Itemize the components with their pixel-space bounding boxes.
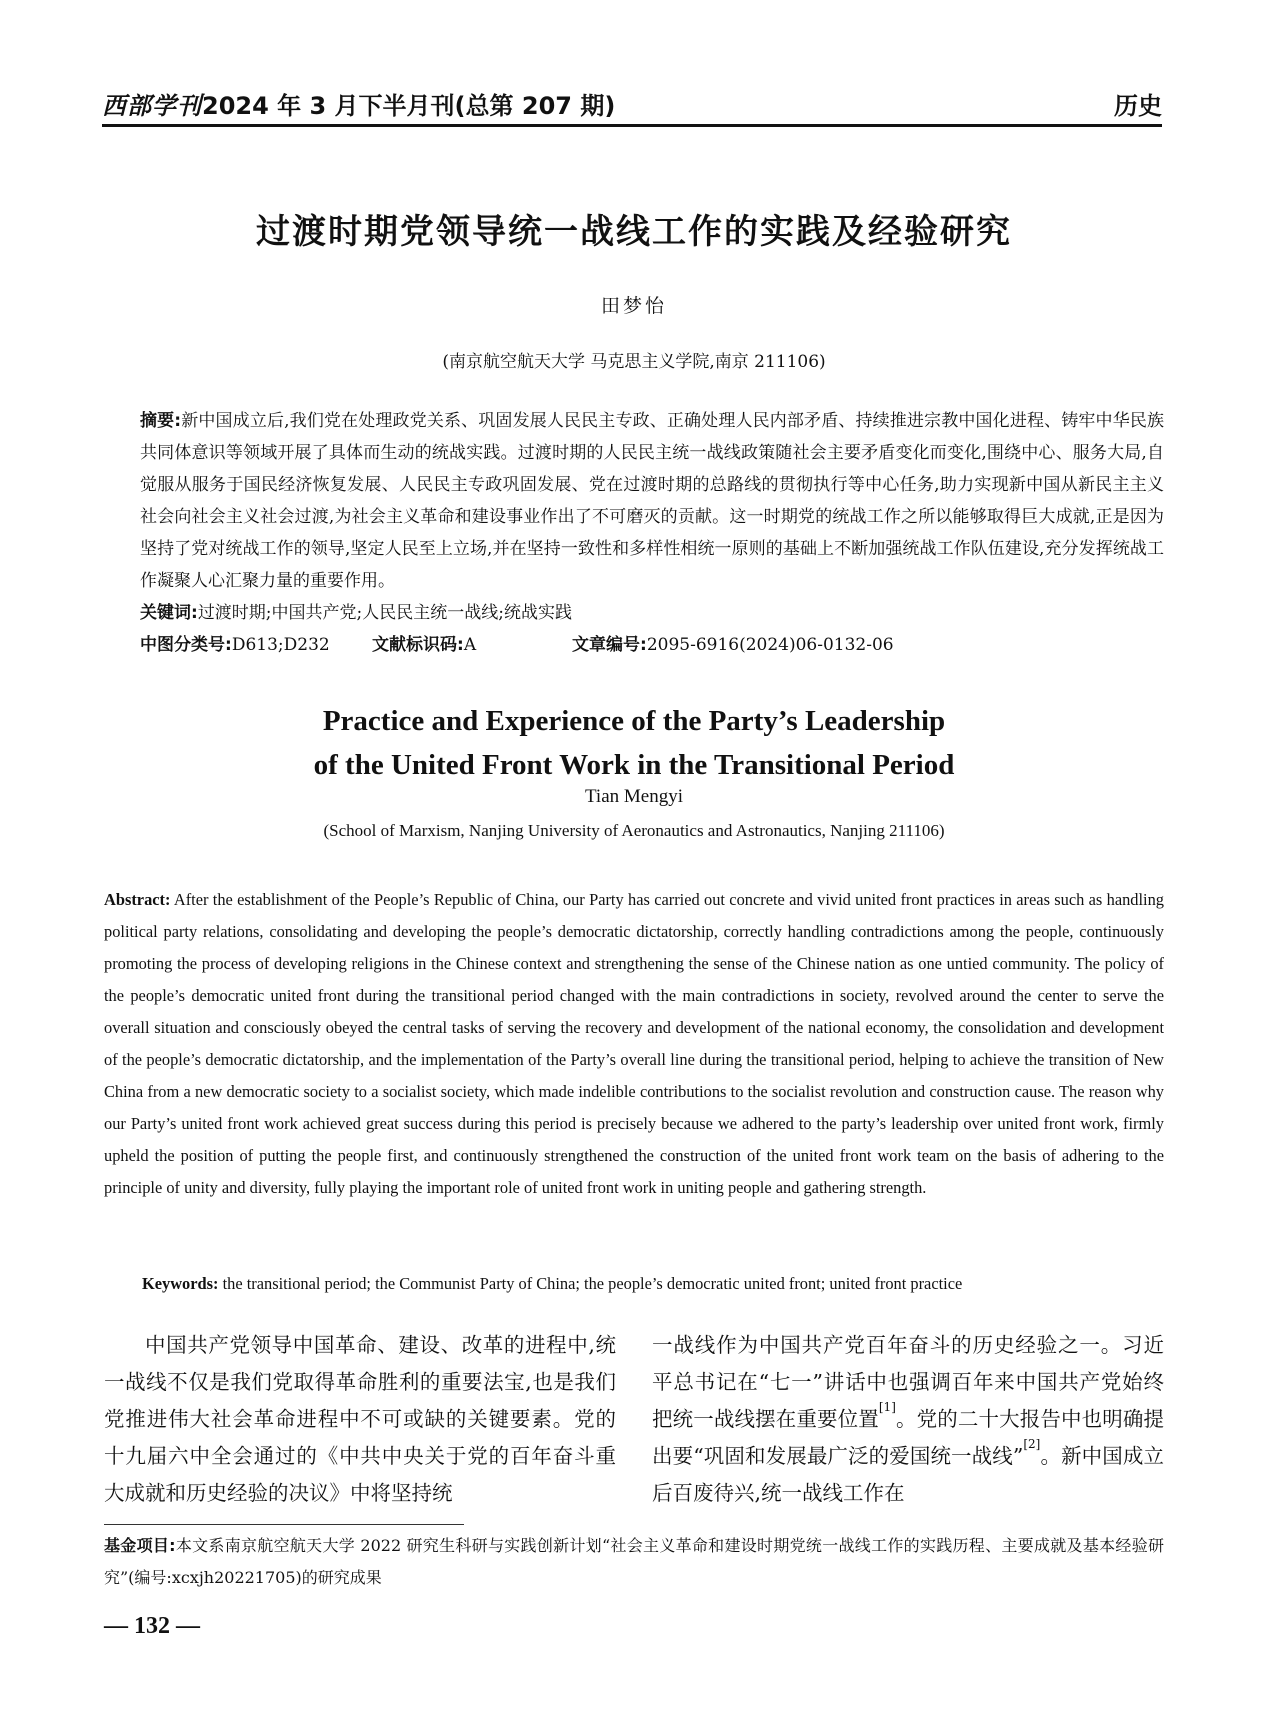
section-label: 历史 <box>1114 92 1162 120</box>
author-zh: 田梦怡 <box>600 295 667 317</box>
abstract-en <box>104 884 1164 1204</box>
footnote-text: 本文系南京航空航天大学 2022 研究生科研与实践创新计划“社会主义革命和建设时期党统一战线工作的实践历程、主要成就及基本经验研究”(编号:xcxjh20221705)的研究成果 <box>104 1536 1164 1587</box>
doc-value: A <box>463 635 477 655</box>
classification-row <box>140 629 1164 661</box>
abstract-zh-label: 摘要: <box>140 411 182 431</box>
citation-ref-1[interactable]: [1] <box>878 1400 896 1414</box>
citation-ref-2[interactable]: [2] <box>1023 1437 1041 1451</box>
article-title-en <box>0 699 1268 787</box>
author-en: Tian Mengyi <box>584 786 683 807</box>
abstract-en-label: Abstract: <box>104 890 171 909</box>
keywords-en-label: Keywords: <box>142 1274 219 1293</box>
body-right-a: 一战线作为中国共产党百年奋斗的历史经验之一。习近平总书记在“七一”讲话中也强调百年来中国共产党始终把统一战线摆在重要位置 <box>652 1333 1164 1431</box>
body-column-right <box>652 1327 1164 1512</box>
article-code <box>572 629 894 661</box>
journal-logo: 西部学刊 <box>102 91 202 120</box>
clc-code <box>140 629 330 661</box>
article-value: 2095-6916(2024)06-0132-06 <box>646 635 894 655</box>
footnote-rule <box>104 1524 464 1525</box>
journal-issue <box>102 86 615 121</box>
title-en-line1: Practice and Experience of the Party’s Leadership <box>322 705 946 737</box>
doc-label: 文献标识码: <box>372 635 464 655</box>
body-column-left <box>104 1327 616 1512</box>
doc-code <box>372 629 476 661</box>
keywords-zh-label: 关键词: <box>140 603 198 623</box>
article-title-zh: 过渡时期党领导统一战线工作的实践及经验研究 <box>256 212 1012 252</box>
header-rule <box>102 124 1162 127</box>
keywords-zh <box>140 597 1164 629</box>
article-label: 文章编号: <box>572 635 647 655</box>
body-right-c: 。新中国成立后百废待兴,统一战线工作在 <box>652 1444 1164 1505</box>
footnote-label: 基金项目: <box>104 1536 176 1555</box>
keywords-en-text: the transitional period; the Communist Party of China; the people’s democratic united front; united front practice <box>222 1274 963 1293</box>
issue-label: 2024 年 3 月下半月刊(总第 207 期) <box>202 92 616 120</box>
abstract-zh-text: 新中国成立后,我们党在处理政党关系、巩固发展人民民主专政、正确处理人民内部矛盾、持续推进宗教中国化进程、铸牢中华民族共同体意识等领域开展了具体而生动的统战实践。过渡时期的人民民主统一战线政策随社会主要矛盾变化而变化,围绕中心、服务大局,自觉服从服务于国民经济恢复发展、人民民主专政巩固发展、党在过渡时期的总路线的贯彻执行等中心任务,助力实现新中国从新民主主义社会向社会主义社会过渡,为社会主义革命和建设事业作出了不可磨灭的贡献。这一时期党的统战工作之所以能够取得巨大成就,正是因为坚持了党对统战工作的领导,坚定人民至上立场,并在坚持一致性和多样性相统一原则的基础上不断加强统战工作队伍建设,充分发挥统战工作凝聚人心汇聚力量的重要作用。 <box>140 411 1164 591</box>
clc-value: D613;D232 <box>231 635 330 655</box>
keywords-zh-text: 过渡时期;中国共产党;人民民主统一战线;统战实践 <box>197 603 572 623</box>
footnote-funding <box>104 1530 1164 1594</box>
abstract-zh <box>140 405 1164 597</box>
body-paragraph-left: 中国共产党领导中国革命、建设、改革的进程中,统一战线不仅是我们党取得革命胜利的重要法宝,也是我们党推进伟大社会革命进程中不可或缺的关键要素。党的十九届六中全会通过的《中共中央关于党的百年奋斗重大成就和历史经验的决议》中将坚持统 <box>104 1333 616 1505</box>
body-paragraph-right <box>652 1327 1164 1512</box>
page-header <box>102 86 1162 126</box>
affiliation-en: (School of Marxism, Nanjing University of Aeronautics and Astronautics, Nanjing 211106) <box>323 821 945 840</box>
abstract-en-text: After the establishment of the People’s Republic of China, our Party has carried out concrete and vivid united front practices in areas such as handling political party relations, consolidating and developing the people’s democratic dictatorship, correctly handling contradictions among the people, continuously promoting the process of developing religions in the Chinese context and strengthening the sense of the Chinese nation as one untied community. The policy of the people’s democratic united front during the transitional period changed with the main contradictions in society, revolved around the center to serve the overall situation and consciously obeyed the central tasks of serving the recovery and development of the national economy, the consolidation and development of the people’s democratic dictatorship, and the implementation of the Party’s overall line during the transitional period, helping to achieve the transition of New China from a new democratic society to a socialist society, which made indelible contributions to the socialist revolution and construction cause. The reason why our Party’s united front work achieved great success during this period is precisely because we adhered to the party’s leadership over united front work, firmly upheld the position of putting the people first, and continuously strengthened the construction of the united front work team on the basis of adhering to the principle of unity and diversity, fully playing the important role of united front work in uniting people and gathering strength. <box>104 890 1164 1197</box>
title-en-line2: of the United Front Work in the Transitional Period <box>313 749 955 781</box>
page-number: — 132 — <box>104 1613 200 1639</box>
affiliation-zh: (南京航空航天大学 马克思主义学院,南京 211106) <box>442 352 826 372</box>
clc-label: 中图分类号: <box>140 635 232 655</box>
body-right-b: 。党的二十大报告中也明确提出要“巩固和发展最广泛的爱国统一战线” <box>652 1407 1164 1468</box>
keywords-en <box>142 1268 1164 1300</box>
